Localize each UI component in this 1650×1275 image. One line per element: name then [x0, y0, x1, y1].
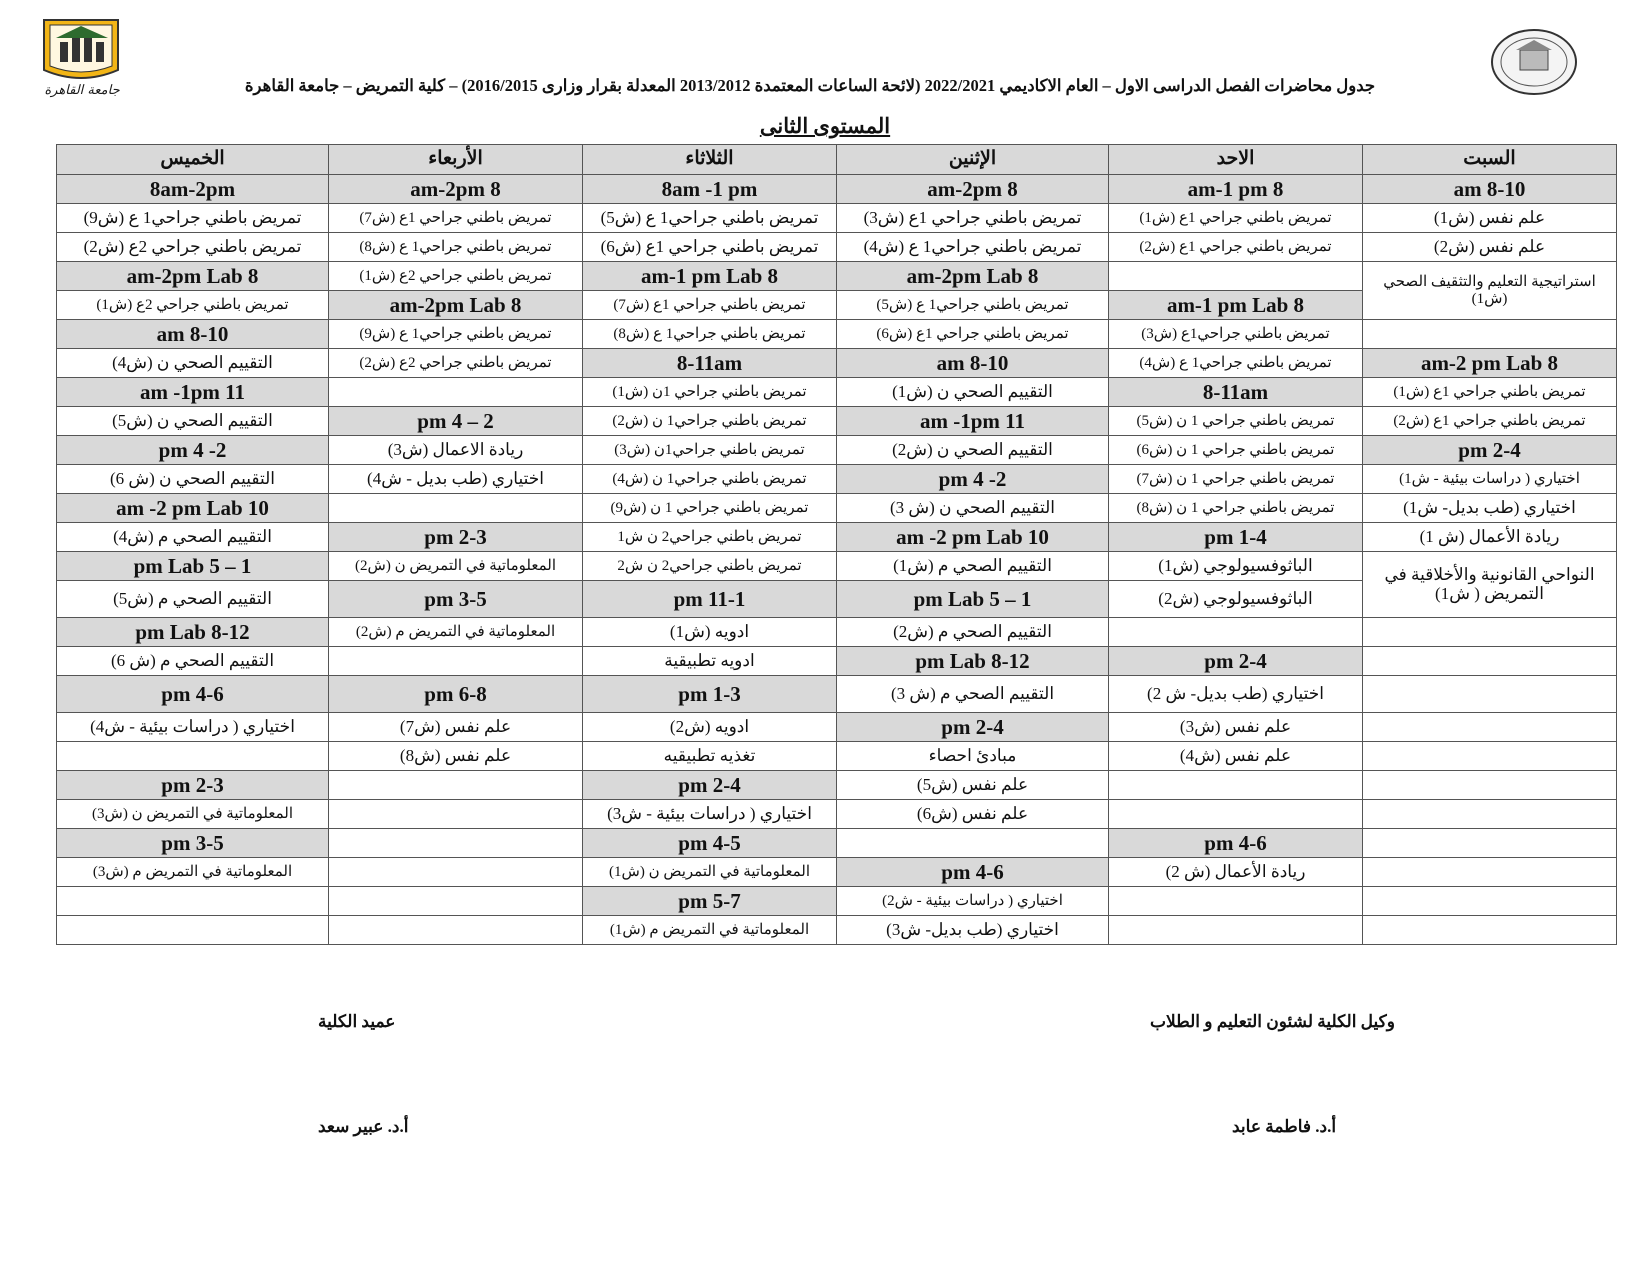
- table-row: [57, 465, 1617, 494]
- time-cell: 1 – 5 pm Lab: [57, 552, 329, 581]
- empty-cell: [1109, 262, 1363, 291]
- time-cell: 5-7 pm: [583, 887, 837, 916]
- course-cell: تمريض باطني جراحي 2ع (ش1): [57, 291, 329, 320]
- empty-cell: [329, 800, 583, 829]
- course-cell: تمريض باطني جراحي 1ع (ش2): [1363, 407, 1617, 436]
- course-cell: علم نفس (ش8): [329, 742, 583, 771]
- table-row: [57, 916, 1617, 945]
- course-cell: تمريض باطني جراحي1 ع (ش5): [837, 291, 1109, 320]
- course-cell: التقييم الصحي م (ش 3): [837, 676, 1109, 713]
- time-cell: 8-12 pm Lab: [837, 647, 1109, 676]
- course-cell: تمريض باطني جراحي2 ن ش1: [583, 523, 837, 552]
- table-row: [57, 233, 1617, 262]
- time-cell: 11 am -1pm: [57, 378, 329, 407]
- day-header: الإثنين: [837, 145, 1109, 175]
- time-cell: 2-4 pm: [1109, 647, 1363, 676]
- course-cell: تمريض باطني جراحي1 ع (ش8): [329, 233, 583, 262]
- course-cell: تمريض باطني جراحي 1ع (ش6): [837, 320, 1109, 349]
- time-cell: 8 am-1 pm Lab: [1109, 291, 1363, 320]
- table-row: [57, 378, 1617, 407]
- time-cell: 8-11am: [583, 349, 837, 378]
- course-cell: تمريض باطني جراحي 1ع (ش6): [583, 233, 837, 262]
- course-cell: التقييم الصحي م (ش4): [57, 523, 329, 552]
- table-row: [57, 494, 1617, 523]
- time-cell: 8am-2pm: [57, 175, 329, 204]
- time-cell: 8-10 am: [837, 349, 1109, 378]
- time-cell: 2-3 pm: [329, 523, 583, 552]
- table-row: [57, 407, 1617, 436]
- table-row: [57, 618, 1617, 647]
- course-cell: الباثوفسيولوجي (ش2): [1109, 581, 1363, 618]
- time-cell: 8 am-2pm Lab: [57, 262, 329, 291]
- time-cell: 2-4 pm: [837, 713, 1109, 742]
- empty-cell: [329, 829, 583, 858]
- course-cell: المعلوماتية في التمريض ن (ش3): [57, 800, 329, 829]
- time-cell: 4-5 pm: [583, 829, 837, 858]
- course-cell: ادويه تطبيقية: [583, 647, 837, 676]
- course-cell: المعلوماتية في التمريض م (ش3): [57, 858, 329, 887]
- time-cell: 2-3 pm: [57, 771, 329, 800]
- course-cell: تمريض باطني جراحي1ن (ش3): [583, 436, 837, 465]
- course-cell: ادويه (ش1): [583, 618, 837, 647]
- logo-caption: جامعة القاهرة: [44, 83, 120, 98]
- schedule-table: [56, 144, 1617, 945]
- course-cell: اختياري (طب بديل- ش3): [837, 916, 1109, 945]
- empty-cell: [1363, 647, 1617, 676]
- course-cell: تمريض باطني جراحي 2ع (ش2): [329, 349, 583, 378]
- level-title: المستوى الثانى: [759, 114, 891, 138]
- course-cell: تمريض باطني جراحي 1ع (ش7): [583, 291, 837, 320]
- course-cell: تمريض باطني جراحي1ع (ش3): [1109, 320, 1363, 349]
- time-cell: 11-1 pm: [583, 581, 837, 618]
- course-cell: تمريض باطني جراحي1 ع (ش9): [57, 204, 329, 233]
- time-cell: 2-4 pm: [583, 771, 837, 800]
- time-cell: 1 – 5 pm Lab: [837, 581, 1109, 618]
- course-cell: اختياري (طب بديل- ش 2): [1109, 676, 1363, 713]
- vice-dean-title: وكيل الكلية لشئون التعليم و الطلاب: [1150, 1012, 1395, 1031]
- course-cell: اختياري (طب بديل- ش1): [1363, 494, 1617, 523]
- empty-cell: [57, 742, 329, 771]
- course-cell: استراتيجية التعليم والتثقيف الصحي (ش1): [1363, 262, 1617, 320]
- course-cell: تمريض باطني جراحي 1ع (ش7): [329, 204, 583, 233]
- course-cell: تمريض باطني جراحي2 ن ش2: [583, 552, 837, 581]
- empty-cell: [1109, 618, 1363, 647]
- time-cell: 2- 4 pm: [57, 436, 329, 465]
- course-cell: اختياري ( دراسات بيئية - ش2): [837, 887, 1109, 916]
- time-cell: 2-4 pm: [1363, 436, 1617, 465]
- time-cell: 3-5 pm: [329, 581, 583, 618]
- table-row: [57, 858, 1617, 887]
- course-cell: التقييم الصحي ن (ش5): [57, 407, 329, 436]
- course-cell: ريادة الاعمال (ش3): [329, 436, 583, 465]
- day-header: الأربعاء: [329, 145, 583, 175]
- empty-cell: [329, 916, 583, 945]
- course-cell: علم نفس (ش5): [837, 771, 1109, 800]
- empty-cell: [1363, 713, 1617, 742]
- table-row: [57, 647, 1617, 676]
- course-cell: التقييم الصحي م (ش5): [57, 581, 329, 618]
- course-cell: تمريض باطني جراحي 1ع (ش3): [837, 204, 1109, 233]
- time-cell: 2 – 4 pm: [329, 407, 583, 436]
- course-cell: تمريض باطني جراحي1 ع (ش4): [1109, 349, 1363, 378]
- course-cell: التقييم الصحي ن (ش 6): [57, 465, 329, 494]
- empty-cell: [837, 829, 1109, 858]
- table-row: [57, 349, 1617, 378]
- course-cell: علم نفس (ش2): [1363, 233, 1617, 262]
- course-cell: الباثوفسيولوجي (ش1): [1109, 552, 1363, 581]
- table-row: [57, 742, 1617, 771]
- time-cell: 8-12 pm Lab: [57, 618, 329, 647]
- course-cell: ادويه (ش2): [583, 713, 837, 742]
- dean-name: أ.د. عبير سعد: [318, 1117, 409, 1136]
- table-row: [57, 204, 1617, 233]
- time-cell: 10 am -2 pm Lab: [837, 523, 1109, 552]
- course-cell: تمريض باطني جراحي1 ع (ش5): [583, 204, 837, 233]
- cairo-university-logo: [36, 16, 128, 98]
- empty-cell: [1363, 800, 1617, 829]
- course-cell: تمريض باطني جراحي 2ع (ش1): [329, 262, 583, 291]
- course-cell: المعلوماتية في التمريض ن (ش2): [329, 552, 583, 581]
- course-cell: التقييم الصحي ن (ش1): [837, 378, 1109, 407]
- course-cell: التقييم الصحي م (ش1): [837, 552, 1109, 581]
- table-row: [57, 829, 1617, 858]
- course-cell: تمريض باطني جراحي 1 ن (ش7): [1109, 465, 1363, 494]
- course-cell: التقييم الصحي م (ش 6): [57, 647, 329, 676]
- header-row: [57, 145, 1617, 175]
- time-cell: 4-6 pm: [57, 676, 329, 713]
- course-cell: اختياري ( دراسات بيئية - ش4): [57, 713, 329, 742]
- table-row: [57, 887, 1617, 916]
- time-cell: 2- 4 pm: [837, 465, 1109, 494]
- time-cell: 4-6 pm: [1109, 829, 1363, 858]
- empty-cell: [329, 887, 583, 916]
- time-cell: 8 am-2pm Lab: [837, 262, 1109, 291]
- empty-cell: [329, 858, 583, 887]
- empty-cell: [329, 378, 583, 407]
- empty-cell: [1363, 858, 1617, 887]
- course-cell: اختياري ( دراسات بيئية - ش1): [1363, 465, 1617, 494]
- course-cell: تمريض باطني جراحي1 ن (ش4): [583, 465, 837, 494]
- day-header: الثلاثاء: [583, 145, 837, 175]
- time-cell: 8-10 am: [1363, 175, 1617, 204]
- table-row: [57, 523, 1617, 552]
- dean-title: عميد الكلية: [318, 1012, 396, 1031]
- empty-cell: [57, 887, 329, 916]
- empty-cell: [1363, 618, 1617, 647]
- course-cell: ريادة الأعمال (ش 2): [1109, 858, 1363, 887]
- vice-dean-name: أ.د. فاطمة عابد: [1232, 1117, 1337, 1136]
- course-cell: تمريض باطني جراحي 1 ن (ش9): [583, 494, 837, 523]
- table-row: [57, 771, 1617, 800]
- time-cell: 6-8 pm: [329, 676, 583, 713]
- course-cell: اختياري (طب بديل - ش4): [329, 465, 583, 494]
- time-cell: 3-5 pm: [57, 829, 329, 858]
- course-cell: تمريض باطني جراحي 1 ن (ش6): [1109, 436, 1363, 465]
- empty-cell: [329, 771, 583, 800]
- time-cell: 8 am-1 pm: [1109, 175, 1363, 204]
- course-cell: علم نفس (ش7): [329, 713, 583, 742]
- empty-cell: [1363, 742, 1617, 771]
- course-cell: تمريض باطني جراحي1 ع (ش9): [329, 320, 583, 349]
- empty-cell: [1109, 916, 1363, 945]
- time-cell: 8 am-2pm: [837, 175, 1109, 204]
- course-cell: تغذيه تطبيقيه: [583, 742, 837, 771]
- empty-cell: [1363, 771, 1617, 800]
- time-cell: 8 am-2pm Lab: [329, 291, 583, 320]
- empty-cell: [1363, 916, 1617, 945]
- time-cell: 8 am-2 pm Lab: [1363, 349, 1617, 378]
- empty-cell: [1363, 829, 1617, 858]
- course-cell: المعلوماتية في التمريض ن (ش1): [583, 858, 837, 887]
- course-cell: تمريض باطني جراحي 1 ن (ش8): [1109, 494, 1363, 523]
- course-cell: تمريض باطني جراحي1 ع (ش8): [583, 320, 837, 349]
- course-cell: علم نفس (ش6): [837, 800, 1109, 829]
- day-header: الاحد: [1109, 145, 1363, 175]
- course-cell: تمريض باطني جراحي 1ع (ش1): [1109, 204, 1363, 233]
- course-cell: تمريض باطني جراحي 1ع (ش2): [1109, 233, 1363, 262]
- course-cell: تمريض باطني جراحي 2ع (ش2): [57, 233, 329, 262]
- course-cell: المعلوماتية في التمريض م (ش2): [329, 618, 583, 647]
- day-header: السبت: [1363, 145, 1617, 175]
- time-cell: 1-3 pm: [583, 676, 837, 713]
- course-cell: تمريض باطني جراحي 1 ن (ش5): [1109, 407, 1363, 436]
- table-row: [57, 713, 1617, 742]
- time-cell: 8am -1 pm: [583, 175, 837, 204]
- empty-cell: [57, 916, 329, 945]
- table-row: [57, 175, 1617, 204]
- course-cell: اختياري ( دراسات بيئية - ش3): [583, 800, 837, 829]
- faculty-of-nursing-seal: [1488, 26, 1580, 98]
- table-row: [57, 676, 1617, 713]
- time-cell: 11 am -1pm: [837, 407, 1109, 436]
- course-cell: المعلوماتية في التمريض م (ش1): [583, 916, 837, 945]
- table-row: [57, 800, 1617, 829]
- time-cell: 8-10 am: [57, 320, 329, 349]
- empty-cell: [1363, 887, 1617, 916]
- time-cell: 8 am-1 pm Lab: [583, 262, 837, 291]
- course-cell: تمريض باطني جراحي 1ن (ش1): [583, 378, 837, 407]
- course-cell: مبادئ احصاء: [837, 742, 1109, 771]
- course-cell: تمريض باطني جراحي1 ع (ش4): [837, 233, 1109, 262]
- empty-cell: [1363, 320, 1617, 349]
- table-row: [57, 320, 1617, 349]
- time-cell: 10 am -2 pm Lab: [57, 494, 329, 523]
- course-cell: النواحي القانونية والأخلاقية في التمريض ( ش1): [1363, 552, 1617, 618]
- empty-cell: [329, 494, 583, 523]
- time-cell: 8-11am: [1109, 378, 1363, 407]
- course-cell: علم نفس (ش4): [1109, 742, 1363, 771]
- empty-cell: [1109, 800, 1363, 829]
- time-cell: 1-4 pm: [1109, 523, 1363, 552]
- empty-cell: [329, 647, 583, 676]
- empty-cell: [1109, 887, 1363, 916]
- course-cell: تمريض باطني جراحي1 ن (ش2): [583, 407, 837, 436]
- table-row: [57, 436, 1617, 465]
- time-cell: 4-6 pm: [837, 858, 1109, 887]
- course-cell: التقييم الصحي ن (ش4): [57, 349, 329, 378]
- course-cell: علم نفس (ش3): [1109, 713, 1363, 742]
- day-header: الخميس: [57, 145, 329, 175]
- table-row: [57, 262, 1617, 291]
- course-cell: التقييم الصحي ن (ش2): [837, 436, 1109, 465]
- course-cell: ريادة الأعمال (ش 1): [1363, 523, 1617, 552]
- course-cell: التقييم الصحي م (ش2): [837, 618, 1109, 647]
- course-cell: تمريض باطني جراحي 1ع (ش1): [1363, 378, 1617, 407]
- empty-cell: [1109, 771, 1363, 800]
- table-row: [57, 552, 1617, 581]
- course-cell: التقييم الصحي ن (ش 3): [837, 494, 1109, 523]
- time-cell: 8 am-2pm: [329, 175, 583, 204]
- page-title: جدول محاضرات الفصل الدراسى الاول – العام الاكاديمي 2022/2021 (لائحة الساعات المعتمدة 2013/2012 المعدلة بقرار وزارى 2016/2015) – كلية التمريض – جامعة القاهرة: [244, 76, 1376, 95]
- course-cell: علم نفس (ش1): [1363, 204, 1617, 233]
- empty-cell: [1363, 676, 1617, 713]
